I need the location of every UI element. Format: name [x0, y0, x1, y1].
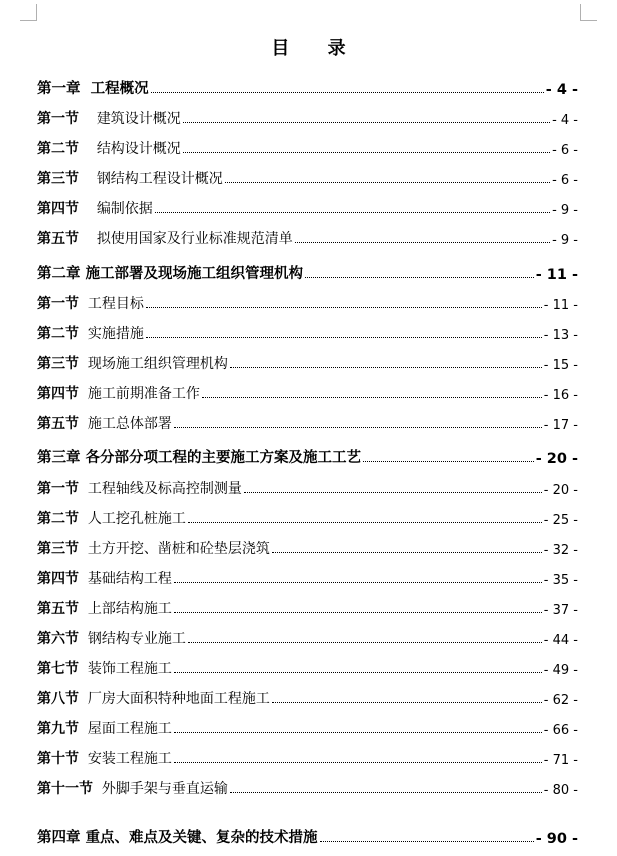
dot-leader: [295, 242, 550, 243]
toc-entry-title: 重点、难点及关键、复杂的技术措施: [85, 830, 318, 846]
toc-entry-title: 结构设计概况: [96, 141, 181, 157]
dot-leader: [151, 92, 544, 93]
toc-entry-label: [37, 748, 172, 768]
toc-entry-number: 第一节: [37, 296, 79, 312]
toc-entry-title: 各分部分项工程的主要施工方案及施工工艺: [85, 450, 362, 466]
toc-entry-number: 第二节: [37, 141, 79, 157]
toc-page-number: - 25 -: [543, 513, 578, 528]
toc-entry-number: 第三节: [37, 356, 79, 372]
toc-entry-title: 钢结构专业施工: [87, 631, 186, 647]
toc-entry-gap: [79, 751, 88, 767]
toc-entry-label: [37, 293, 144, 313]
toc-entry-number: 第一节: [37, 481, 79, 497]
toc-page-number: - 9 -: [552, 203, 578, 218]
toc-entry-number: 第五节: [37, 601, 79, 617]
toc-entry-title: 外脚手架与垂直运输: [101, 781, 228, 797]
toc-page-number: - 37 -: [543, 603, 578, 618]
dot-leader: [305, 277, 534, 278]
toc-entry-title: 人工挖孔桩施工: [87, 511, 186, 527]
toc-section-entry[interactable]: [37, 383, 578, 403]
toc-section-entry[interactable]: [37, 293, 578, 313]
toc-entry-title: 建筑设计概况: [96, 111, 181, 127]
toc-entry-number: 第八节: [37, 691, 79, 707]
toc-section-entry[interactable]: [37, 323, 578, 343]
dot-leader: [183, 152, 550, 153]
toc-entry-title: 钢结构工程设计概况: [96, 171, 223, 187]
toc-entry-number: 第四章: [37, 830, 81, 846]
dot-leader: [230, 792, 542, 793]
toc-entry-gap: [79, 541, 88, 557]
toc-section-entry[interactable]: [37, 748, 578, 768]
toc-section-entry[interactable]: [37, 658, 578, 678]
toc-entry-title: 装饰工程施工: [87, 661, 172, 677]
toc-entry-title: 工程轴线及标高控制测量: [87, 481, 242, 497]
toc-entry-label: [37, 228, 293, 248]
toc-entry-gap: [79, 141, 97, 157]
toc-entry-label: [37, 353, 228, 373]
toc-entry-gap: [79, 416, 88, 432]
dot-leader: [174, 732, 542, 733]
toc-entry-number: 第四节: [37, 386, 79, 402]
page-title: 目 录: [271, 38, 362, 59]
toc-entry-gap: [79, 601, 88, 617]
toc-page-number: - 4 -: [545, 82, 578, 98]
toc-entry-label: [37, 826, 318, 847]
toc-entry-number: 第九节: [37, 721, 79, 737]
toc-entry-number: 第二章: [37, 266, 81, 282]
toc-chapter-entry[interactable]: [37, 827, 578, 847]
dot-leader: [146, 337, 542, 338]
toc-entry-number: 第五节: [37, 416, 79, 432]
dot-leader: [174, 672, 542, 673]
toc-entry-label: [37, 628, 186, 648]
toc-section-entry[interactable]: [37, 413, 578, 433]
toc-section-entry[interactable]: [37, 538, 578, 558]
toc-entry-gap: [79, 721, 88, 737]
toc-chapter-entry[interactable]: [37, 78, 578, 98]
dot-leader: [174, 612, 542, 613]
toc-entry-label: [37, 262, 303, 283]
toc-entry-label: [37, 323, 144, 343]
toc-entry-label: [37, 568, 172, 588]
toc-entry-number: 第五节: [37, 231, 79, 247]
dot-leader: [225, 182, 550, 183]
dot-leader: [272, 552, 542, 553]
dot-leader: [155, 212, 550, 213]
toc-entry-label: [37, 478, 242, 498]
toc-section-entry[interactable]: [37, 168, 578, 188]
toc-entry-title: 现场施工组织管理机构: [87, 356, 228, 372]
toc-entry-label: [37, 538, 270, 558]
toc-page-number: - 66 -: [543, 723, 578, 738]
toc-entry-label: [37, 718, 172, 738]
toc-entry-number: 第二节: [37, 511, 79, 527]
toc-chapter-entry[interactable]: [37, 263, 578, 283]
toc-entry-gap: [79, 511, 88, 527]
toc-entry-number: 第二节: [37, 326, 79, 342]
toc-entry-title: 施工总体部署: [87, 416, 172, 432]
toc-entry-title: 屋面工程施工: [87, 721, 172, 737]
toc-page-number: - 17 -: [543, 418, 578, 433]
toc-entry-gap: [79, 111, 97, 127]
toc-entry-gap: [79, 201, 97, 217]
toc-page-number: - 49 -: [543, 663, 578, 678]
toc-entry-gap: [79, 356, 88, 372]
toc-entry-number: 第三节: [37, 541, 79, 557]
dot-leader: [202, 397, 542, 398]
toc-entry-title: 施工前期准备工作: [87, 386, 200, 402]
toc-page-number: - 71 -: [543, 753, 578, 768]
toc-entry-number: 第四节: [37, 201, 79, 217]
toc-entry-gap: [79, 631, 88, 647]
toc-page-number: - 6 -: [552, 143, 578, 158]
toc-entry-label: [37, 598, 172, 618]
toc-page-number: - 44 -: [543, 633, 578, 648]
toc-section-entry[interactable]: [37, 228, 578, 248]
toc-section-entry[interactable]: [37, 778, 578, 798]
dot-leader: [183, 122, 550, 123]
toc-page-number: - 32 -: [543, 543, 578, 558]
toc-entry-number: 第七节: [37, 661, 79, 677]
toc-entry-gap: [79, 171, 97, 187]
toc-entry-number: 第十节: [37, 751, 79, 767]
toc-entry-label: [37, 688, 270, 708]
toc-entry-label: [37, 778, 228, 798]
dot-leader: [146, 307, 542, 308]
toc-section-entry[interactable]: [37, 718, 578, 738]
toc-page-number: - 4 -: [552, 113, 578, 128]
toc-entry-number: 第十一节: [37, 781, 93, 797]
toc-section-entry[interactable]: [37, 108, 578, 128]
dot-leader: [174, 582, 542, 583]
toc-entry-gap: [79, 481, 88, 497]
toc-entry-label: [37, 198, 153, 218]
toc-entry-label: [37, 108, 181, 128]
toc-entry-gap: [79, 231, 97, 247]
toc-entry-gap: [79, 661, 88, 677]
toc-section-entry[interactable]: [37, 198, 578, 218]
toc-entry-title: 厂房大面积特种地面工程施工: [87, 691, 270, 707]
toc-entry-title: 实施措施: [87, 326, 144, 342]
toc-entry-gap: [79, 691, 88, 707]
toc-entry-number: 第一节: [37, 111, 79, 127]
toc-entry-gap: [79, 386, 88, 402]
toc-section-entry[interactable]: [37, 688, 578, 708]
toc-section-entry[interactable]: [37, 138, 578, 158]
toc-page-number: - 35 -: [543, 573, 578, 588]
toc-entry-gap: [79, 326, 88, 342]
toc-entry-gap: [93, 781, 102, 797]
dot-leader: [174, 427, 542, 428]
toc-entry-label: [37, 446, 361, 467]
toc-entry-number: 第六节: [37, 631, 79, 647]
toc-section-entry[interactable]: [37, 598, 578, 618]
toc-section-entry[interactable]: [37, 353, 578, 373]
toc-page-number: - 6 -: [552, 173, 578, 188]
toc-entry-gap: [79, 296, 88, 312]
toc-page-number: - 16 -: [543, 388, 578, 403]
toc-entry-number: 第三节: [37, 171, 79, 187]
toc-section-entry[interactable]: [37, 508, 578, 528]
toc-section-entry[interactable]: [37, 568, 578, 588]
toc-entry-title: 施工部署及现场施工组织管理机构: [85, 266, 304, 282]
toc-page-number: - 9 -: [552, 233, 578, 248]
toc-entry-number: 第四节: [37, 571, 79, 587]
toc-page-number: - 20 -: [535, 451, 578, 467]
toc-page-number: - 62 -: [543, 693, 578, 708]
toc-page-number: - 80 -: [543, 783, 578, 798]
toc-entry-label: [37, 138, 181, 158]
dot-leader: [188, 522, 542, 523]
toc-entry-label: [37, 77, 149, 98]
dot-leader: [174, 762, 542, 763]
toc-entry-label: [37, 508, 186, 528]
toc-entry-label: [37, 413, 172, 433]
dot-leader: [244, 492, 542, 493]
toc-chapter-entry[interactable]: [37, 447, 578, 467]
toc-entry-number: 第三章: [37, 450, 81, 466]
dot-leader: [272, 702, 542, 703]
dot-leader: [363, 461, 534, 462]
toc-entry-gap: [81, 81, 91, 97]
toc-entry-title: 土方开挖、凿桩和砼垫层浇筑: [87, 541, 270, 557]
toc-entry-number: 第一章: [37, 81, 81, 97]
toc-entry-title: 安装工程施工: [87, 751, 172, 767]
toc-entry-title: 拟使用国家及行业标准规范清单: [96, 231, 293, 247]
toc-section-entry[interactable]: [37, 478, 578, 498]
toc-entry-label: [37, 168, 223, 188]
toc-page-number: - 13 -: [543, 328, 578, 343]
dot-leader: [188, 642, 542, 643]
toc-entry-label: [37, 383, 200, 403]
toc-page-number: - 20 -: [543, 483, 578, 498]
toc-section-entry[interactable]: [37, 628, 578, 648]
toc-entry-title: 基础结构工程: [87, 571, 172, 587]
dot-leader: [230, 367, 542, 368]
toc-entry-label: [37, 658, 172, 678]
toc-entry-title: 上部结构施工: [87, 601, 172, 617]
toc-entry-title: 工程目标: [87, 296, 144, 312]
toc-page-number: - 11 -: [535, 267, 578, 283]
dot-leader: [320, 841, 534, 842]
toc-entry-title: 编制依据: [96, 201, 153, 217]
toc-page-number: - 15 -: [543, 358, 578, 373]
toc-entry-title: 工程概况: [90, 81, 149, 97]
toc-page-number: - 11 -: [543, 298, 578, 313]
toc-entry-gap: [79, 571, 88, 587]
toc-page-number: - 90 -: [535, 831, 578, 847]
